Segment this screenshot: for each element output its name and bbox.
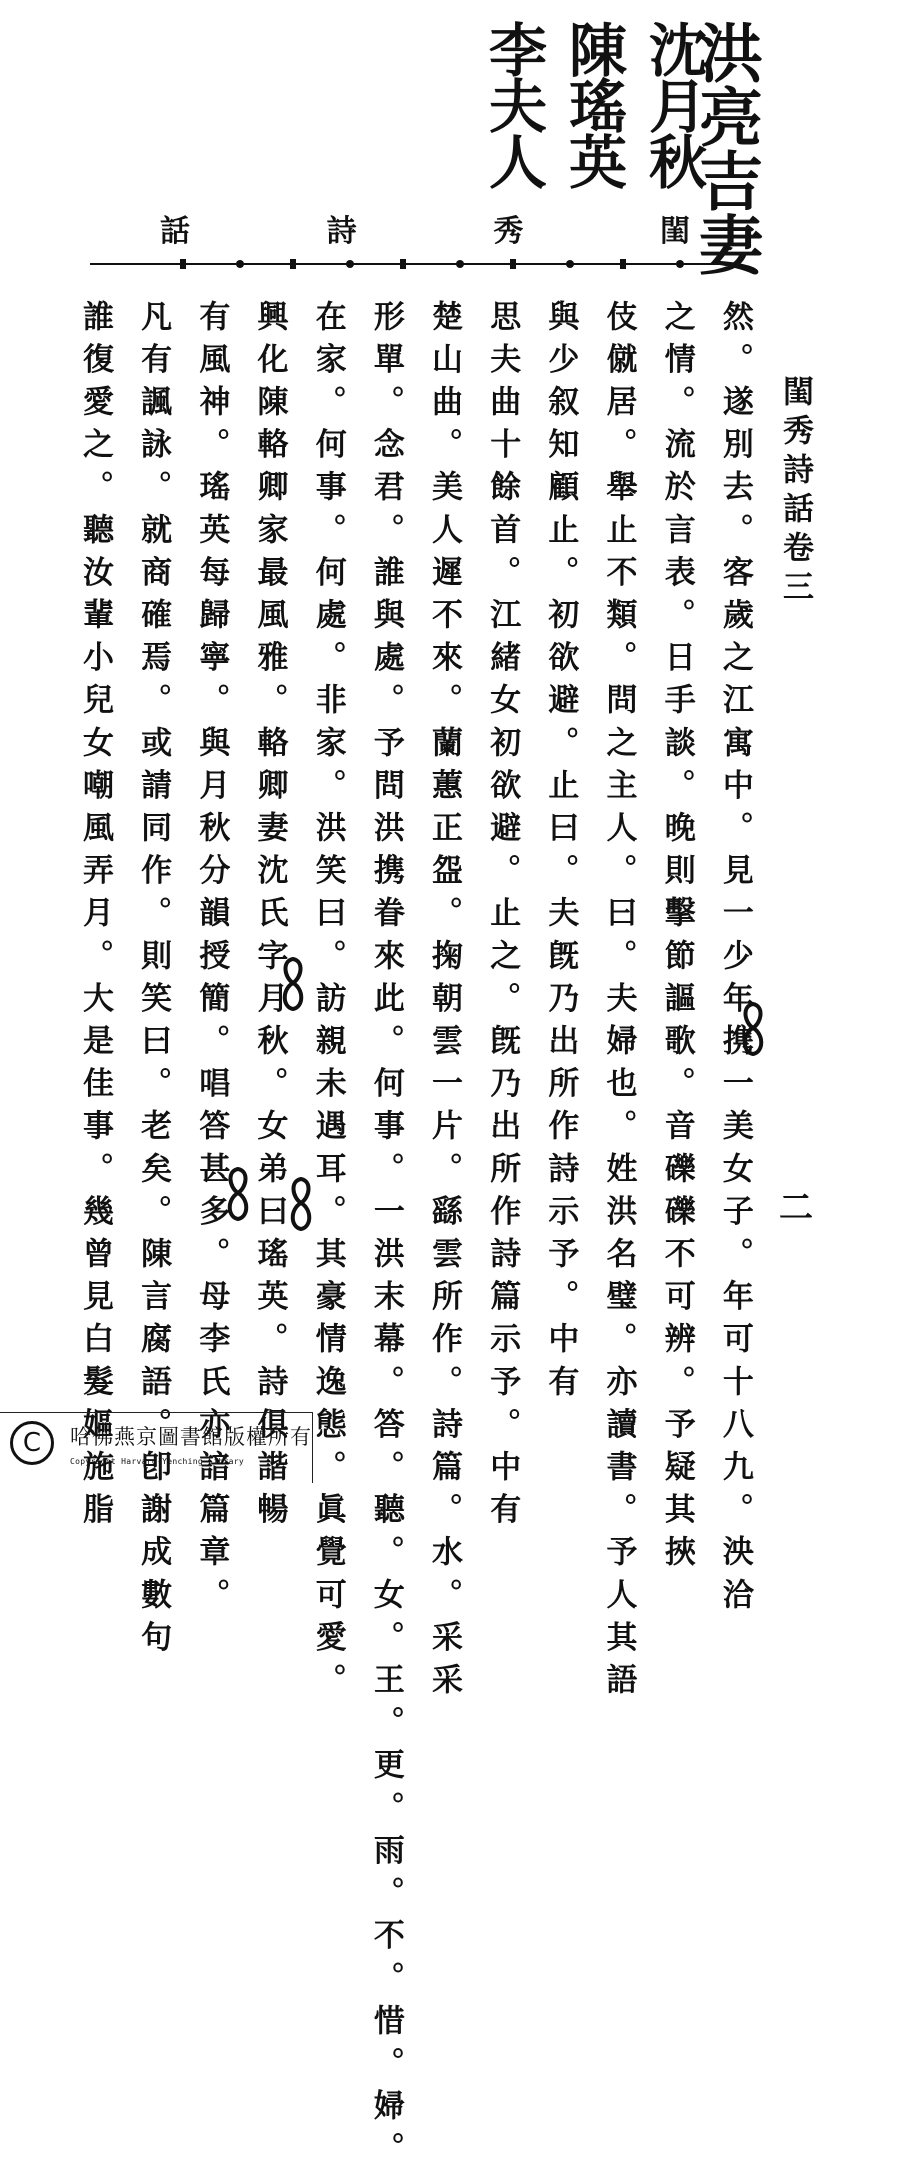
- ink-mark-eight: [740, 1000, 766, 1058]
- copyright-chinese: 哈佛燕京圖書館版權所有: [70, 1425, 312, 1449]
- poet-names-header: [110, 20, 707, 188]
- section-title-char: 閨: [659, 214, 690, 249]
- text-column: 然。遂別去。客歲之江寓中。見一少年携一美女子。年可十八九。泱洽: [716, 300, 753, 1621]
- copyright-stamp: [0, 1412, 313, 1483]
- text-column: 之情。流於言表。日手談。晚則擊節謳歌。音礫礫不可辨。予疑其挾: [658, 300, 695, 1578]
- poet-name-chen-yaoying: 陳瑤英: [559, 20, 627, 188]
- copyright-english: Copyright Harvard-Yenching Library: [70, 1457, 244, 1466]
- headline-hong-bi-wife: 洪亮吉妻: [688, 20, 762, 276]
- text-column: 思夫曲十餘首。江緒女初欲避。止之。旣乃出所作詩篇示予。中有: [484, 300, 521, 1536]
- text-column: 楚山曲。美人遲不來。蘭蕙正盌。掬朝雲一片。繇雲所作。詩篇。水。采采: [426, 300, 463, 1706]
- text-column: 有風神。瑤英每歸寧。與月秋分韻授簡。唱答甚多。母李氏亦諳篇章。: [193, 300, 230, 1621]
- ink-mark-eight: [280, 955, 306, 1013]
- section-title-char: 秀: [493, 214, 524, 249]
- section-title-char: 話: [160, 214, 190, 249]
- section-title: [160, 206, 690, 250]
- ink-mark-eight: [225, 1165, 251, 1223]
- section-title-char: 詩: [326, 214, 357, 249]
- text-column: 伎僦居。舉止不類。問之主人。曰。夫婦也。姓洪名璧。亦讀書。予人其語: [600, 300, 637, 1706]
- text-column: 形單。念君。誰與處。予問洪携眷來此。何事。一洪末幕。答。聽。女。王。更。雨。不。惜。婦。: [367, 300, 404, 2174]
- text-column: 誰復愛之。聽汝輩小兒女嘲風弄月。大是佳事。幾曾見白髮嫗施脂: [77, 300, 113, 1536]
- copyright-symbol-icon: C: [10, 1421, 54, 1465]
- page-number: 二: [779, 1188, 813, 1228]
- ornamental-divider: [90, 256, 740, 272]
- ink-mark-eight: [288, 1175, 314, 1233]
- text-column: 與少叙知顧止。初欲避。止曰。夫旣乃出所作詩示予。中有: [542, 300, 579, 1408]
- text-column: 凡有諷詠。就商確焉。或請同作。則笑曰。老矣。陳言腐語。卽謝成數句: [135, 300, 172, 1664]
- poet-name-lady-li: 李夫人: [479, 20, 547, 188]
- text-column: 興化陳輅卿家最風雅。輅卿妻沈氏字月秋。女弟曰瑤英。詩俱諧暢: [251, 300, 288, 1536]
- text-column: 在家。何事。何處。非家。洪笑曰。訪親未遇耳。其豪情逸態。眞覺可愛。: [309, 300, 346, 1706]
- running-head: 閨秀詩話卷三: [777, 375, 813, 609]
- poet-name-shen-yueqiu: 沈月秋: [639, 20, 707, 188]
